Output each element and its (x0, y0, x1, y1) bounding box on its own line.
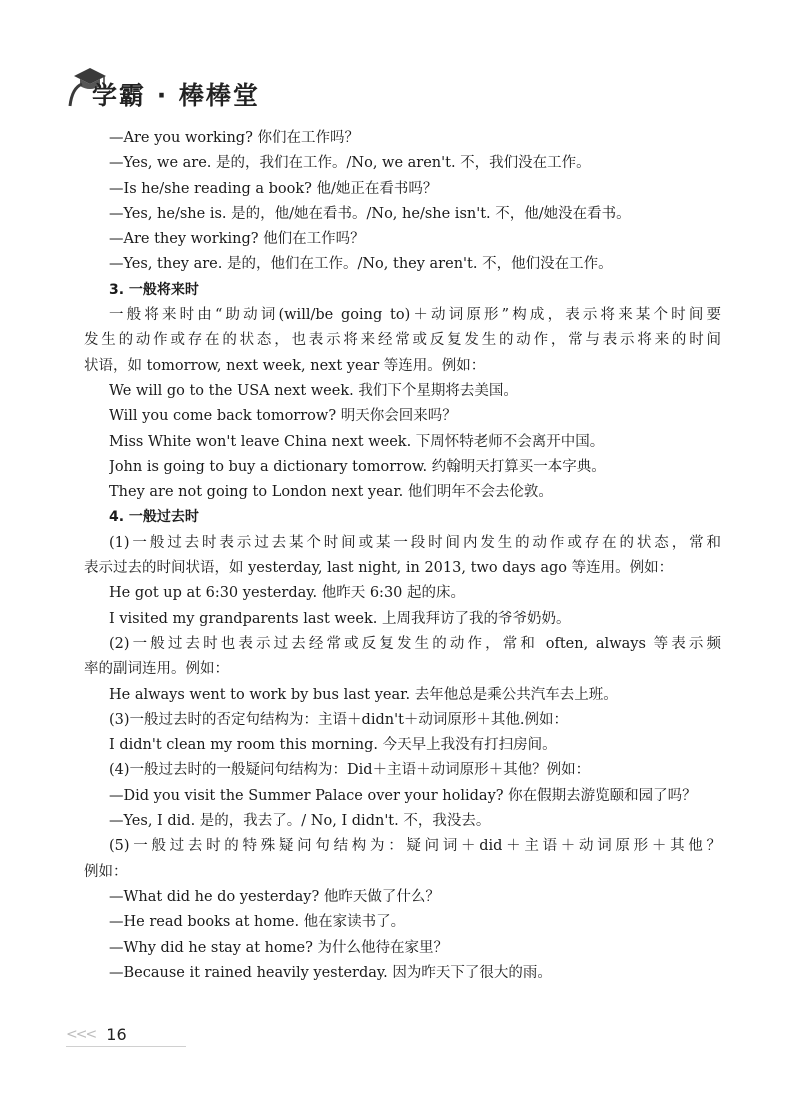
text-line: 状语，如 tomorrow, next week, next year 等连用。例如： (84, 357, 486, 374)
text-line: —Yes, he/she is. 是的，他/她在看书。/No, he/she isn't. 不，他/她没在看书。 (109, 205, 631, 222)
text-line: —Why did he stay at home? 为什么他待在家里？ (109, 939, 448, 956)
page-body (84, 126, 721, 986)
text-line: —Yes, I did. 是的，我去了。/ No, I didn't. 不，我没去。 (109, 813, 491, 830)
text-line: (1)一般过去时表示过去某个时间或某一段时间内发生的动作或存在的状态，常和 (109, 534, 721, 551)
section-heading: 4. 一般过去时 (109, 509, 199, 526)
text-line: —Yes, they are. 是的，他们在工作。/No, they aren't. 不，他们没在工作。 (109, 256, 613, 273)
text-line: 发生的动作或存在的状态，也表示将来经常或反复发生的动作，常与表示将来的时间 (84, 332, 721, 349)
text-line: They are not going to London next year. 他们明年不会去伦敦。 (109, 484, 553, 501)
chevrons-left-icon: <<< (66, 1026, 96, 1043)
text-line: —Yes, we are. 是的，我们在工作。/No, we aren't. 不，我们没在工作。 (109, 155, 591, 172)
text-line: He got up at 6:30 yesterday. 他昨天 6:30 起的床。 (109, 585, 466, 602)
text-line: Will you come back tomorrow? 明天你会回来吗？ (109, 408, 457, 425)
text-line: —Is he/she reading a book? 他/她正在看书吗？ (109, 180, 438, 197)
text-line: John is going to buy a dictionary tomorrow. 约翰明天打算买一本字典。 (109, 458, 606, 475)
text-line: 率的副词连用。例如： (84, 661, 229, 678)
text-line: —Because it rained heavily yesterday. 因为昨天下了很大的雨。 (109, 964, 552, 981)
text-line: I visited my grandparents last week. 上周我拜访了我的爷爷奶奶。 (109, 610, 571, 627)
text-line: (5)一般过去时的特殊疑问句结构为：疑问词＋did＋主语＋动词原形＋其他？ (109, 838, 721, 855)
text-line: 一般将来时由“助动词(will/be going to)＋动词原形”构成，表示将来某个时间要 (109, 307, 721, 324)
text-line: Miss White won't leave China next week. 下周怀特老师不会离开中国。 (109, 433, 605, 450)
text-line: —What did he do yesterday? 他昨天做了什么？ (109, 888, 440, 905)
text-line: I didn't clean my room this morning. 今天早上我没有打扫房间。 (109, 737, 557, 754)
page-number: 16 (106, 1025, 127, 1044)
page-header (68, 62, 668, 122)
brand-title: 学霸 · 棒棒堂 (92, 81, 260, 110)
text-line: —Are you working? 你们在工作吗？ (109, 130, 359, 146)
text-line: —He read books at home. 他在家读书了。 (109, 914, 406, 931)
text-line: (3)一般过去时的否定句结构为：主语＋didn't＋动词原形＋其他.例如： (109, 711, 568, 728)
text-line: He always went to work by bus last year. 去年他总是乘公共汽车去上班。 (109, 686, 618, 703)
text-line: We will go to the USA next week. 我们下个星期将去美国。 (109, 382, 518, 399)
text-line: 表示过去的时间状语，如 yesterday, last night, in 2013, two days ago 等连用。例如： (84, 560, 674, 577)
footer-divider (66, 1046, 186, 1047)
page-footer (66, 1024, 127, 1048)
text-line: 例如： (84, 863, 128, 880)
text-line: —Are they working? 他们在工作吗？ (109, 231, 365, 248)
text-line: —Did you visit the Summer Palace over your holiday? 你在假期去游览颐和园了吗？ (109, 787, 697, 804)
text-line: (4)一般过去时的一般疑问句结构为：Did＋主语＋动词原形＋其他？例如： (109, 762, 591, 779)
section-heading: 3. 一般将来时 (109, 281, 199, 298)
text-line: (2)一般过去时也表示过去经常或反复发生的动作，常和 often, always 等表示频 (109, 635, 721, 652)
